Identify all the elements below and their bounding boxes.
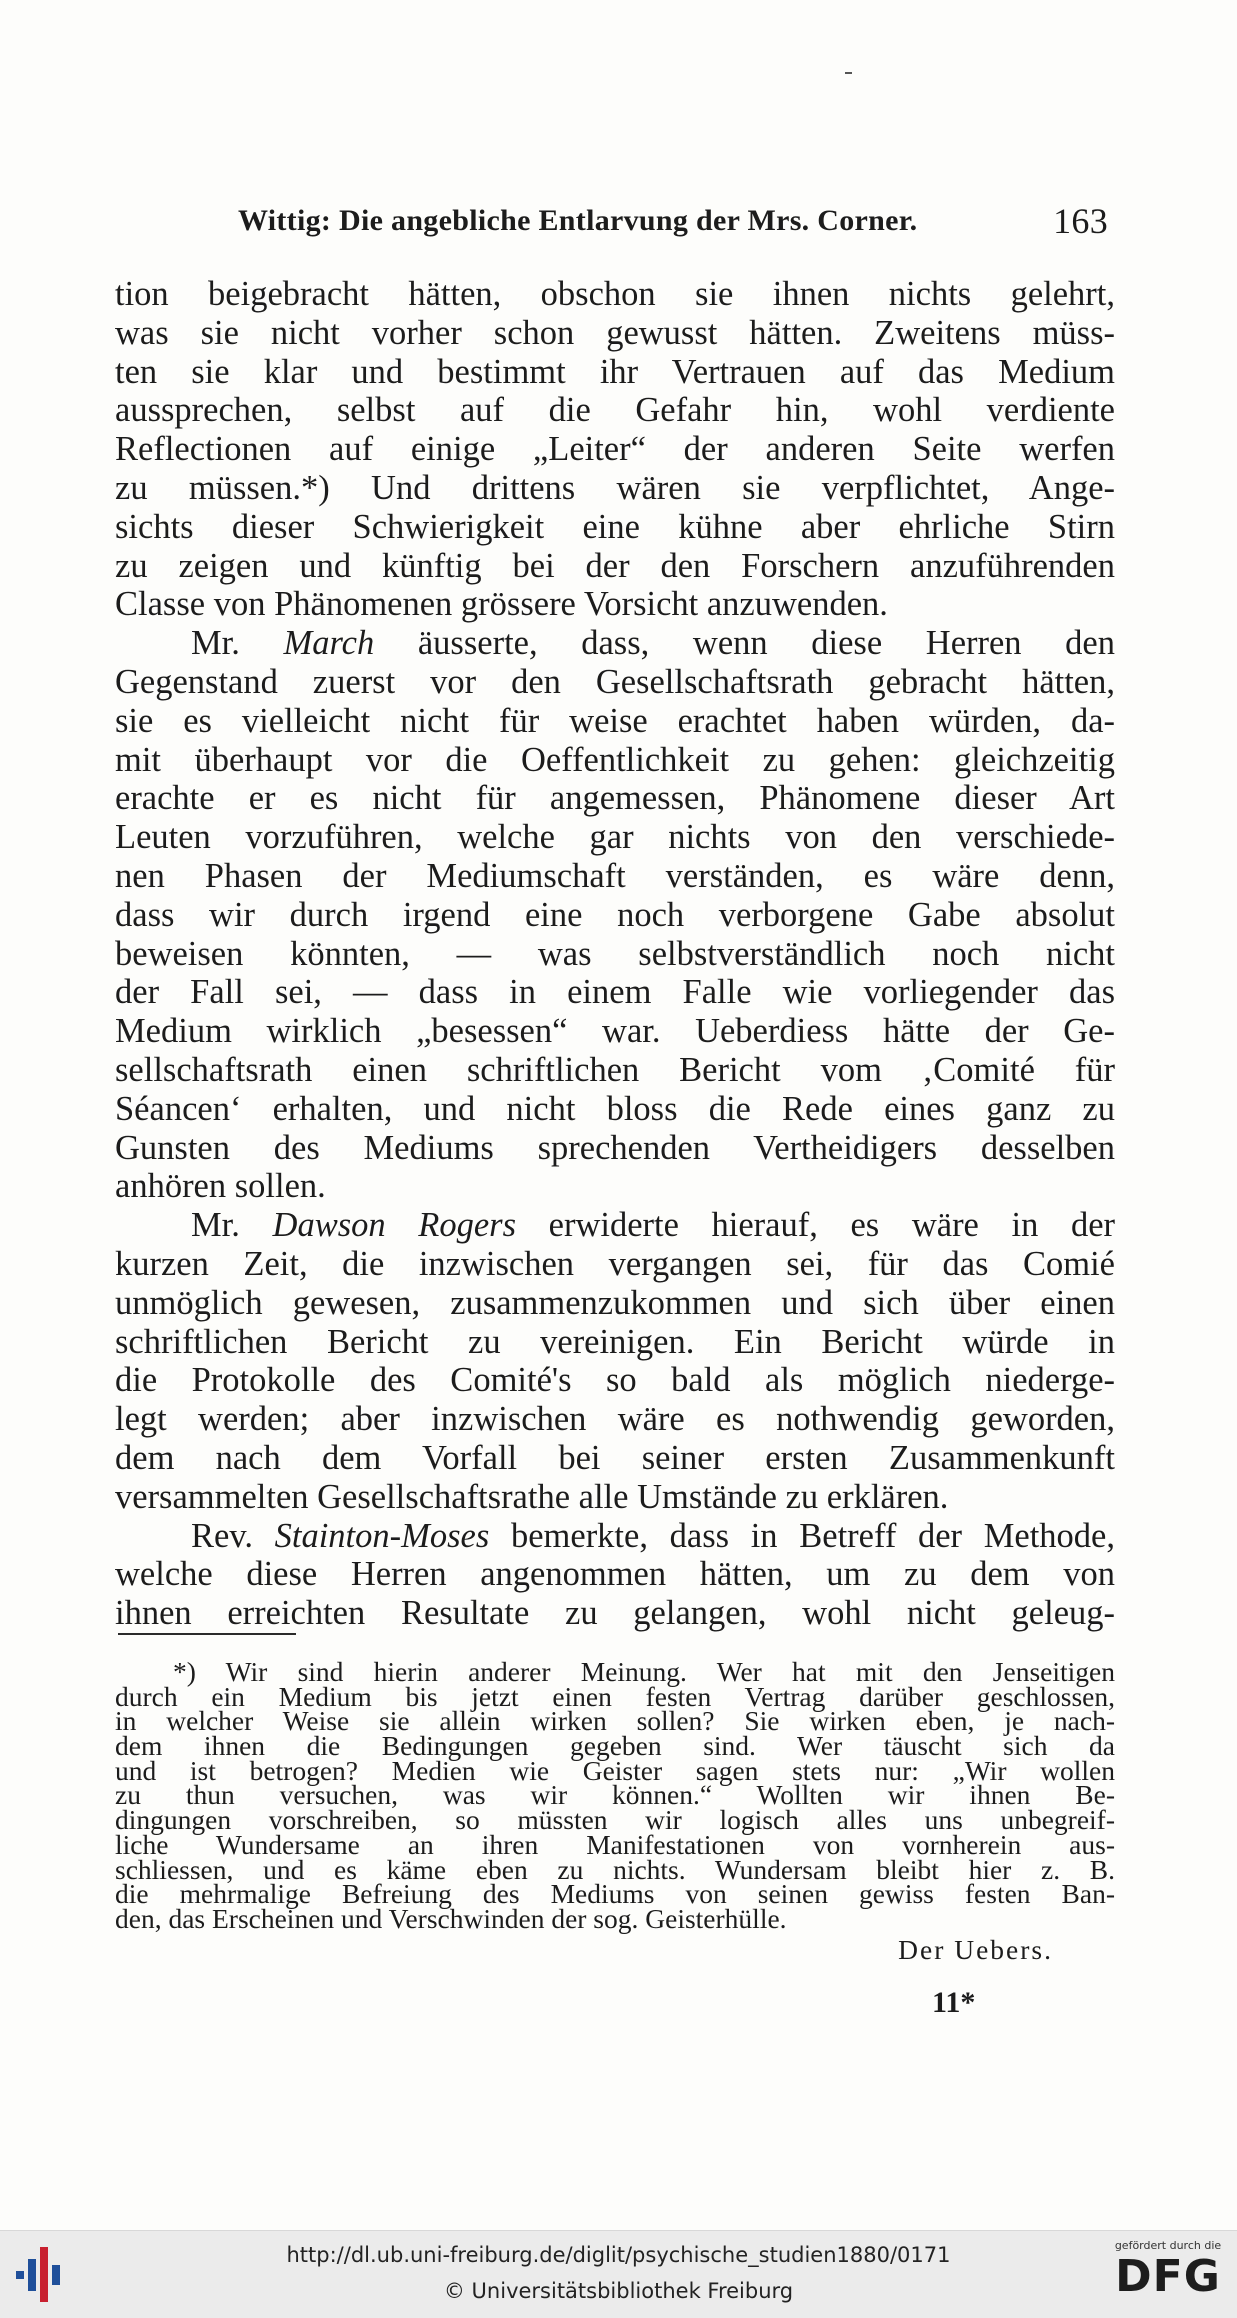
text-line: Gunsten des Mediums sprechenden Vertheidigers desselben	[115, 1128, 1115, 1167]
text-line: sichts dieser Schwierigkeit eine kühne aber ehrliche Stirn	[115, 507, 1115, 546]
footnote-line: liche Wundersame an ihren Manifestationen von vornherein aus-	[115, 1828, 1115, 1860]
text-line: nen Phasen der Mediumschaft verständen, es wäre denn,	[115, 856, 1115, 895]
text-line: versammelten Gesellschaftsrathe alle Umstände zu erklären.	[115, 1477, 949, 1516]
text-line: beweisen könnten, — was selbstverständlich noch nicht	[115, 934, 1115, 973]
text-line: Mr. March äusserte, dass, wenn diese Herren den	[191, 624, 1115, 663]
footnote-line: dingungen vorschreiben, so müssten wir logisch alles uns unbegreif-	[115, 1804, 1115, 1836]
footnote-line: den, das Erscheinen und Verschwinden der sog. Geisterhülle.	[115, 1902, 787, 1934]
dfg-logo	[1113, 2239, 1223, 2311]
text-line: schriftlichen Bericht zu vereinigen. Ein Bericht würde in	[115, 1322, 1115, 1361]
dfg-logo-text: DFG	[1115, 2251, 1221, 2302]
page-number: 163	[1053, 201, 1108, 241]
dfg-funding-note: gefördert durch die	[1114, 2239, 1222, 2252]
text-line: tion beigebracht hätten, obschon sie ihnen nichts gelehrt,	[115, 275, 1115, 313]
footnote	[115, 1656, 1115, 1965]
footnote-rule	[118, 1633, 296, 1635]
text-line: Leuten vorzuführen, welche gar nichts von den verschiede-	[115, 818, 1115, 857]
footnote-line: in welcher Weise sie allein wirken sollen? Sie wirken eben, je nach-	[115, 1705, 1115, 1737]
person-name: Stainton-Moses	[274, 1516, 490, 1555]
text-line: kurzen Zeit, die inzwischen vergangen sei, für das Comié	[115, 1244, 1115, 1283]
text-line: aussprechen, selbst auf die Gefahr hin, wohl verdiente	[115, 391, 1115, 430]
footnote-line: schliessen, und es käme eben zu nichts. Wundersam bleibt hier z. B.	[115, 1853, 1115, 1885]
text-line: welche diese Herren angenommen hätten, um zu dem von	[115, 1555, 1115, 1594]
text-line: die Protokolle des Comité's so bald als möglich niederge-	[115, 1361, 1115, 1400]
text-line: Mr. Dawson Rogers erwiderte hierauf, es wäre in der	[191, 1206, 1116, 1245]
text-line: dem nach dem Vorfall bei seiner ersten Zusammenkunft	[115, 1438, 1115, 1477]
body-text	[115, 275, 1115, 1633]
text-line: der Fall sei, — dass in einem Falle wie vorliegender das	[115, 973, 1115, 1012]
text-line: ten sie klar und bestimmt ihr Vertrauen auf das Medium	[115, 352, 1115, 391]
person-name: Dawson Rogers	[272, 1206, 517, 1245]
running-title: Wittig: Die angebliche Entlarvung der Mrs. Corner.	[238, 204, 918, 237]
text-line: was sie nicht vorher schon gewusst hätten. Zweitens müss-	[115, 313, 1115, 352]
text-line: unmöglich gewesen, zusammenzukommen und sich über einen	[115, 1283, 1115, 1322]
text-line: Medium wirklich „besessen“ war. Ueberdiess hätte der Ge-	[115, 1012, 1115, 1051]
footnote-line: durch ein Medium bis jetzt einen festen Vertrag darüber geschlossen,	[115, 1680, 1115, 1712]
text-line: erachte er es nicht für angemessen, Phänomene dieser Art	[115, 779, 1115, 818]
person-name: March	[283, 624, 375, 663]
scan-speck	[845, 72, 852, 74]
text-line: ihnen erreichten Resultate zu gelangen, wohl nicht geleug-	[115, 1594, 1115, 1633]
text-line: sie es vielleicht nicht für weise erachtet haben würden, da-	[115, 701, 1115, 740]
text-line: anhören sollen.	[115, 1167, 326, 1206]
footnote-line: *) Wir sind hierin anderer Meinung. Wer hat mit den Jenseitigen	[173, 1656, 1115, 1687]
text-line: Séancen‘ erhalten, und nicht bloss die Rede eines ganz zu	[115, 1089, 1115, 1128]
copyright-notice: © Universitätsbibliothek Freiburg	[443, 2279, 794, 2303]
text-line: Reflectionen auf einige „Leiter“ der anderen Seite werfen	[115, 430, 1115, 469]
text-line: Rev. Stainton-Moses bemerkte, dass in Betreff der Methode,	[191, 1516, 1115, 1555]
footnote-signature: Der Uebers.	[898, 1933, 1053, 1965]
signature-mark: 11*	[932, 1986, 976, 2019]
text-line: zu müssen.*) Und drittens wären sie verpflichtet, Ange-	[115, 468, 1115, 507]
running-header	[238, 200, 1108, 246]
text-line: sellschaftsrath einen schriftlichen Bericht vom ‚Comité für	[115, 1050, 1115, 1089]
text-line: Gegenstand zuerst vor den Gesellschaftsrath gebracht hätten,	[115, 662, 1115, 701]
text-line: Classe von Phänomenen grössere Vorsicht anzuwenden.	[115, 585, 888, 624]
permalink-link[interactable]: http://dl.ub.uni-freiburg.de/diglit/psychische_studien1880/0171	[286, 2243, 951, 2267]
viewer-footer	[0, 2230, 1237, 2318]
text-line: mit überhaupt vor die Oeffentlichkeit zu gehen: gleichzeitig	[115, 740, 1115, 779]
text-line: zu zeigen und künftig bei der den Forschern anzuführenden	[115, 546, 1115, 585]
footnote-line: die mehrmalige Befreiung des Mediums von seinen gewiss festen Ban-	[115, 1878, 1115, 1910]
footnote-line: und ist betrogen? Medien wie Geister sagen stets nur: „Wir wollen	[115, 1754, 1115, 1786]
footnote-line: zu thun versuchen, was wir können.“ Wollten wir ihnen Be-	[115, 1779, 1115, 1811]
footnote-line: dem ihnen die Bedingungen gegeben sind. Wer täuscht sich da	[115, 1730, 1115, 1762]
text-line: dass wir durch irgend eine noch verborgene Gabe absolut	[115, 895, 1115, 934]
text-line: legt werden; aber inzwischen wäre es nothwendig geworden,	[115, 1400, 1115, 1439]
